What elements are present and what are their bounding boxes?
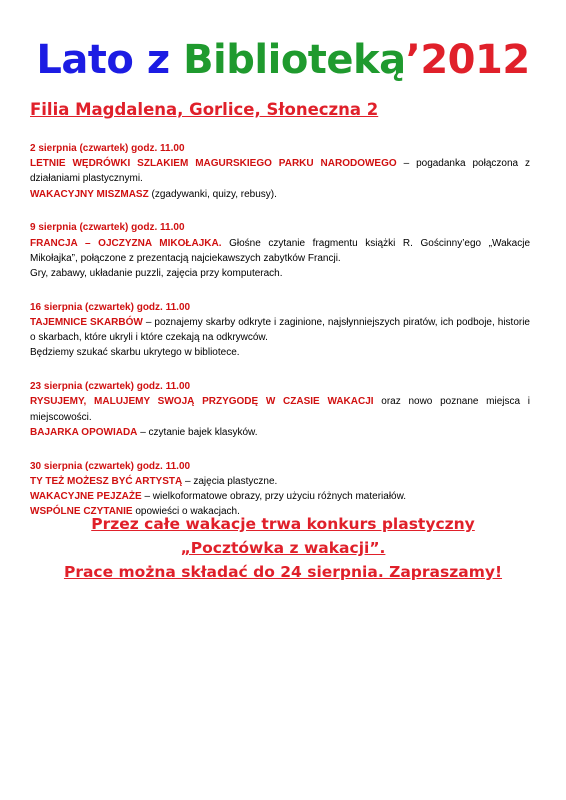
activity-name: FRANCJA – OJCZYZNA MIKOŁAJKA. — [30, 237, 222, 249]
activity-details: – poznajemy skarby odkryte i zaginione, najsłynniejszych piratów, ich podboje, historie o skarbach, które ukryli i które czekają na odkrywców. — [30, 317, 530, 344]
event-description — [30, 425, 530, 440]
activity-details: opowieści o wakacjach. — [132, 506, 240, 518]
branch-address: Filia Magdalena, Gorlice, Słoneczna 2 — [30, 100, 379, 119]
activity-name: WAKACYJNY MISZMASZ — [30, 188, 149, 200]
event-date: 16 sierpnia (czwartek) godz. 11.00 — [30, 301, 191, 313]
activity-details: – wielkoformatowe obrazy, przy użyciu różnych materiałów. — [141, 491, 407, 503]
activity-details: Gry, zabawy, układanie puzzli, zajęcia przy komputerach. — [30, 268, 283, 280]
activity-details: Będziemy szukać skarbu ukrytego w bibliotece. — [30, 347, 240, 359]
activity-details: Głośne czytanie fragmentu książki R. Gościnny’ego „Wakacje Mikołajka”, połączone z prezentacją najciekawszych zabytków Francji. — [30, 237, 530, 264]
event-description — [30, 266, 530, 281]
activity-details: – pogadanka połączona z działaniami plastycznymi. — [30, 158, 530, 185]
activity-name: RYSUJEMY, MALUJEMY SWOJĄ PRZYGODĘ W CZASIE WAKACJI — [30, 396, 374, 408]
activity-name: LETNIE WĘDRÓWKI SZLAKIEM MAGURSKIEGO PARKU NARODOWEGO — [30, 158, 397, 170]
event-date: 30 sierpnia (czwartek) godz. 11.00 — [30, 460, 191, 472]
activity-name: TY TEŻ MOŻESZ BYĆ ARTYSTĄ — [30, 475, 183, 487]
event-block — [30, 220, 530, 281]
contest-line-2: „Pocztówka z wakacji”. — [180, 539, 386, 557]
event-block — [30, 300, 530, 361]
activity-details: oraz nowo poznane miejsca i miejscowości. — [30, 396, 530, 423]
event-description — [30, 345, 530, 360]
events-list — [30, 141, 530, 538]
event-block — [30, 459, 530, 520]
activity-details: – czytanie bajek klasyków. — [137, 426, 258, 438]
event-description — [30, 187, 530, 202]
event-description — [30, 156, 530, 186]
activity-name: TAJEMNICE SKARBÓW — [30, 317, 143, 329]
activity-details: – zajęcia plastyczne. — [182, 475, 278, 487]
event-description — [30, 315, 530, 345]
activity-name: BAJARKA OPOWIADA — [30, 426, 138, 438]
activity-name: WAKACYJNE PEJZAŻE — [30, 491, 142, 503]
title-part-year: ’2012 — [405, 37, 530, 83]
event-description — [30, 474, 530, 489]
event-description — [30, 236, 530, 266]
event-date: 9 sierpnia (czwartek) godz. 11.00 — [30, 222, 185, 234]
contest-announcement — [0, 512, 566, 584]
event-date: 23 sierpnia (czwartek) godz. 11.00 — [30, 381, 191, 393]
activity-name: WSPÓLNE CZYTANIE — [30, 506, 133, 518]
event-date: 2 sierpnia (czwartek) godz. 11.00 — [30, 143, 185, 154]
title-part-lato: Lato z — [36, 37, 170, 83]
event-description — [30, 489, 530, 504]
title-part-biblioteka: Biblioteką — [183, 37, 406, 83]
event-description — [30, 394, 530, 424]
page-title — [0, 36, 566, 84]
activity-details: (zgadywanki, quizy, rebusy). — [148, 188, 277, 200]
contest-line-3: Prace można składać do 24 sierpnia. Zapraszamy! — [63, 563, 503, 581]
event-block — [30, 141, 530, 202]
contest-line-1: Przez całe wakacje trwa konkurs plastyczny — [91, 515, 475, 533]
event-block — [30, 379, 530, 440]
